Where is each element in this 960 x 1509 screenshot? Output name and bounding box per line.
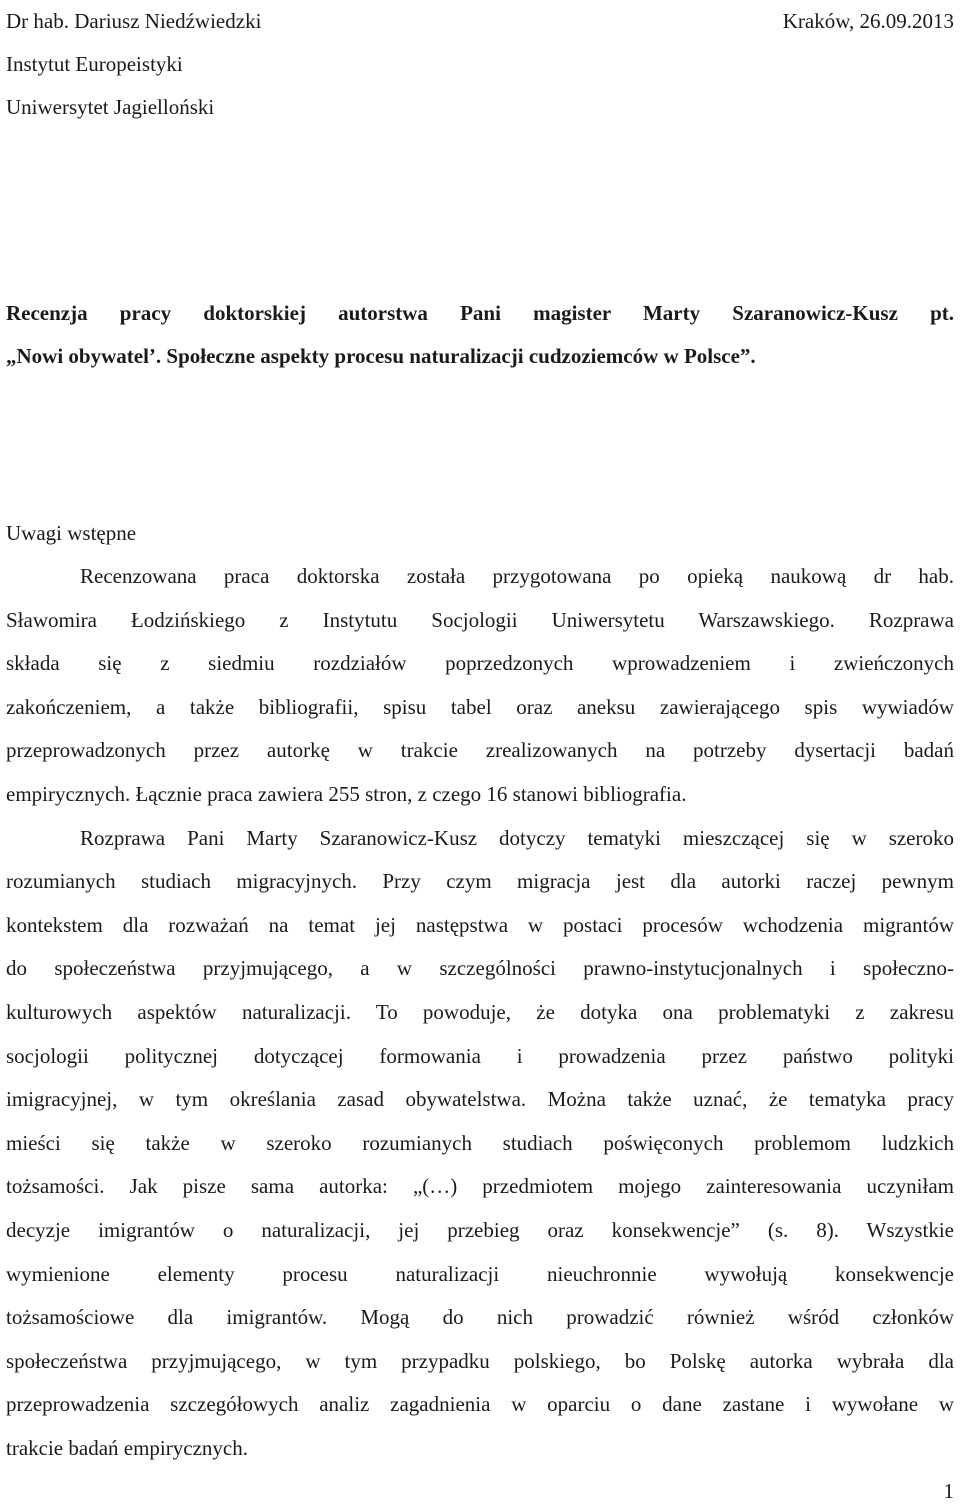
header-row-1 <box>6 0 954 43</box>
review-title <box>6 292 954 378</box>
body-line: składa się z siedmiu rozdziałów poprzedzonych wprowadzeniem i zwieńczonych <box>6 651 954 676</box>
body-text <box>6 555 954 1470</box>
body-line: kulturowych aspektów naturalizacji. To powoduje, że dotyka ona problematyki z zakresu <box>6 999 954 1024</box>
body-line: Rozprawa Pani Marty Szaranowicz-Kusz dotyczy tematyki mieszczącej się w szeroko <box>80 825 954 850</box>
review-title-line-2: „Nowi obywatel’. Społeczne aspekty procesu naturalizacji cudzoziemców w Polsce”. <box>6 344 756 368</box>
body-line: kontekstem dla rozważań na temat jej następstwa w postaci procesów wchodzenia migrantów <box>6 912 954 937</box>
institute-name: Instytut Europeistyki <box>6 52 183 76</box>
body-line: Recenzowana praca doktorska została przygotowana po opieką naukową dr hab. <box>80 564 954 588</box>
body-line: Sławomira Łodzińskiego z Instytutu Socjologii Uniwersytetu Warszawskiego. Rozprawa <box>6 607 954 632</box>
place-and-date: Kraków, 26.09.2013 <box>782 9 954 33</box>
header-row-3 <box>6 86 954 129</box>
header-row-2 <box>6 43 954 86</box>
body-line: tożsamościowe dla imigrantów. Mogą do nich prowadzić również wśród członków <box>6 1305 954 1330</box>
body-line: rozumianych studiach migracyjnych. Przy czym migracja jest dla autorki raczej pewnym <box>6 869 954 894</box>
reviewer-name: Dr hab. Dariusz Niedźwiedzki <box>6 9 262 33</box>
body-line: trakcie badań empirycznych. <box>6 1435 248 1460</box>
document-page <box>6 0 954 1509</box>
body-line: przeprowadzonych przez autorkę w trakcie zrealizowanych na potrzeby dysertacji badań <box>6 738 954 763</box>
body-line: do społeczeństwa przyjmującego, a w szczególności prawno-instytucjonalnych i społeczno- <box>6 956 954 981</box>
body-line: mieści się także w szeroko rozumianych studiach poświęconych problemom ludzkich <box>6 1130 954 1155</box>
page-number: 1 <box>943 1479 954 1503</box>
body-line: empirycznych. Łącznie praca zawiera 255 stron, z czego 16 stanowi bibliografia. <box>6 781 687 806</box>
letter-header <box>6 0 954 129</box>
body-line: społeczeństwa przyjmującego, w tym przypadku polskiego, bo Polskę autorka wybrała dla <box>6 1348 954 1373</box>
review-title-line-1: Recenzja pracy doktorskiej autorstwa Pani magister Marty Szaranowicz-Kusz pt. <box>6 301 954 325</box>
body-line: decyzje imigrantów o naturalizacji, jej przebieg oraz konsekwencje” (s. 8). Wszystkie <box>6 1217 954 1242</box>
section-heading: Uwagi wstępne <box>6 521 137 545</box>
body-line: imigracyjnej, w tym określania zasad obywatelstwa. Można także uznać, że tematyka pracy <box>6 1087 954 1112</box>
university-name: Uniwersytet Jagielloński <box>6 95 215 119</box>
body-line: socjologii politycznej dotyczącej formowania i prowadzenia przez państwo polityki <box>6 1043 954 1068</box>
body-line: tożsamości. Jak pisze sama autorka: „(…) przedmiotem mojego zainteresowania uczyniłam <box>6 1174 954 1199</box>
body-line: zakończeniem, a także bibliografii, spisu tabel oraz aneksu zawierającego spis wywiadów <box>6 694 954 719</box>
body-line: wymienione elementy procesu naturalizacji nieuchronnie wywołują konsekwencje <box>6 1261 954 1286</box>
body-line: przeprowadzenia szczegółowych analiz zagadnienia w oparciu o dane zastane i wywołane w <box>6 1392 954 1417</box>
